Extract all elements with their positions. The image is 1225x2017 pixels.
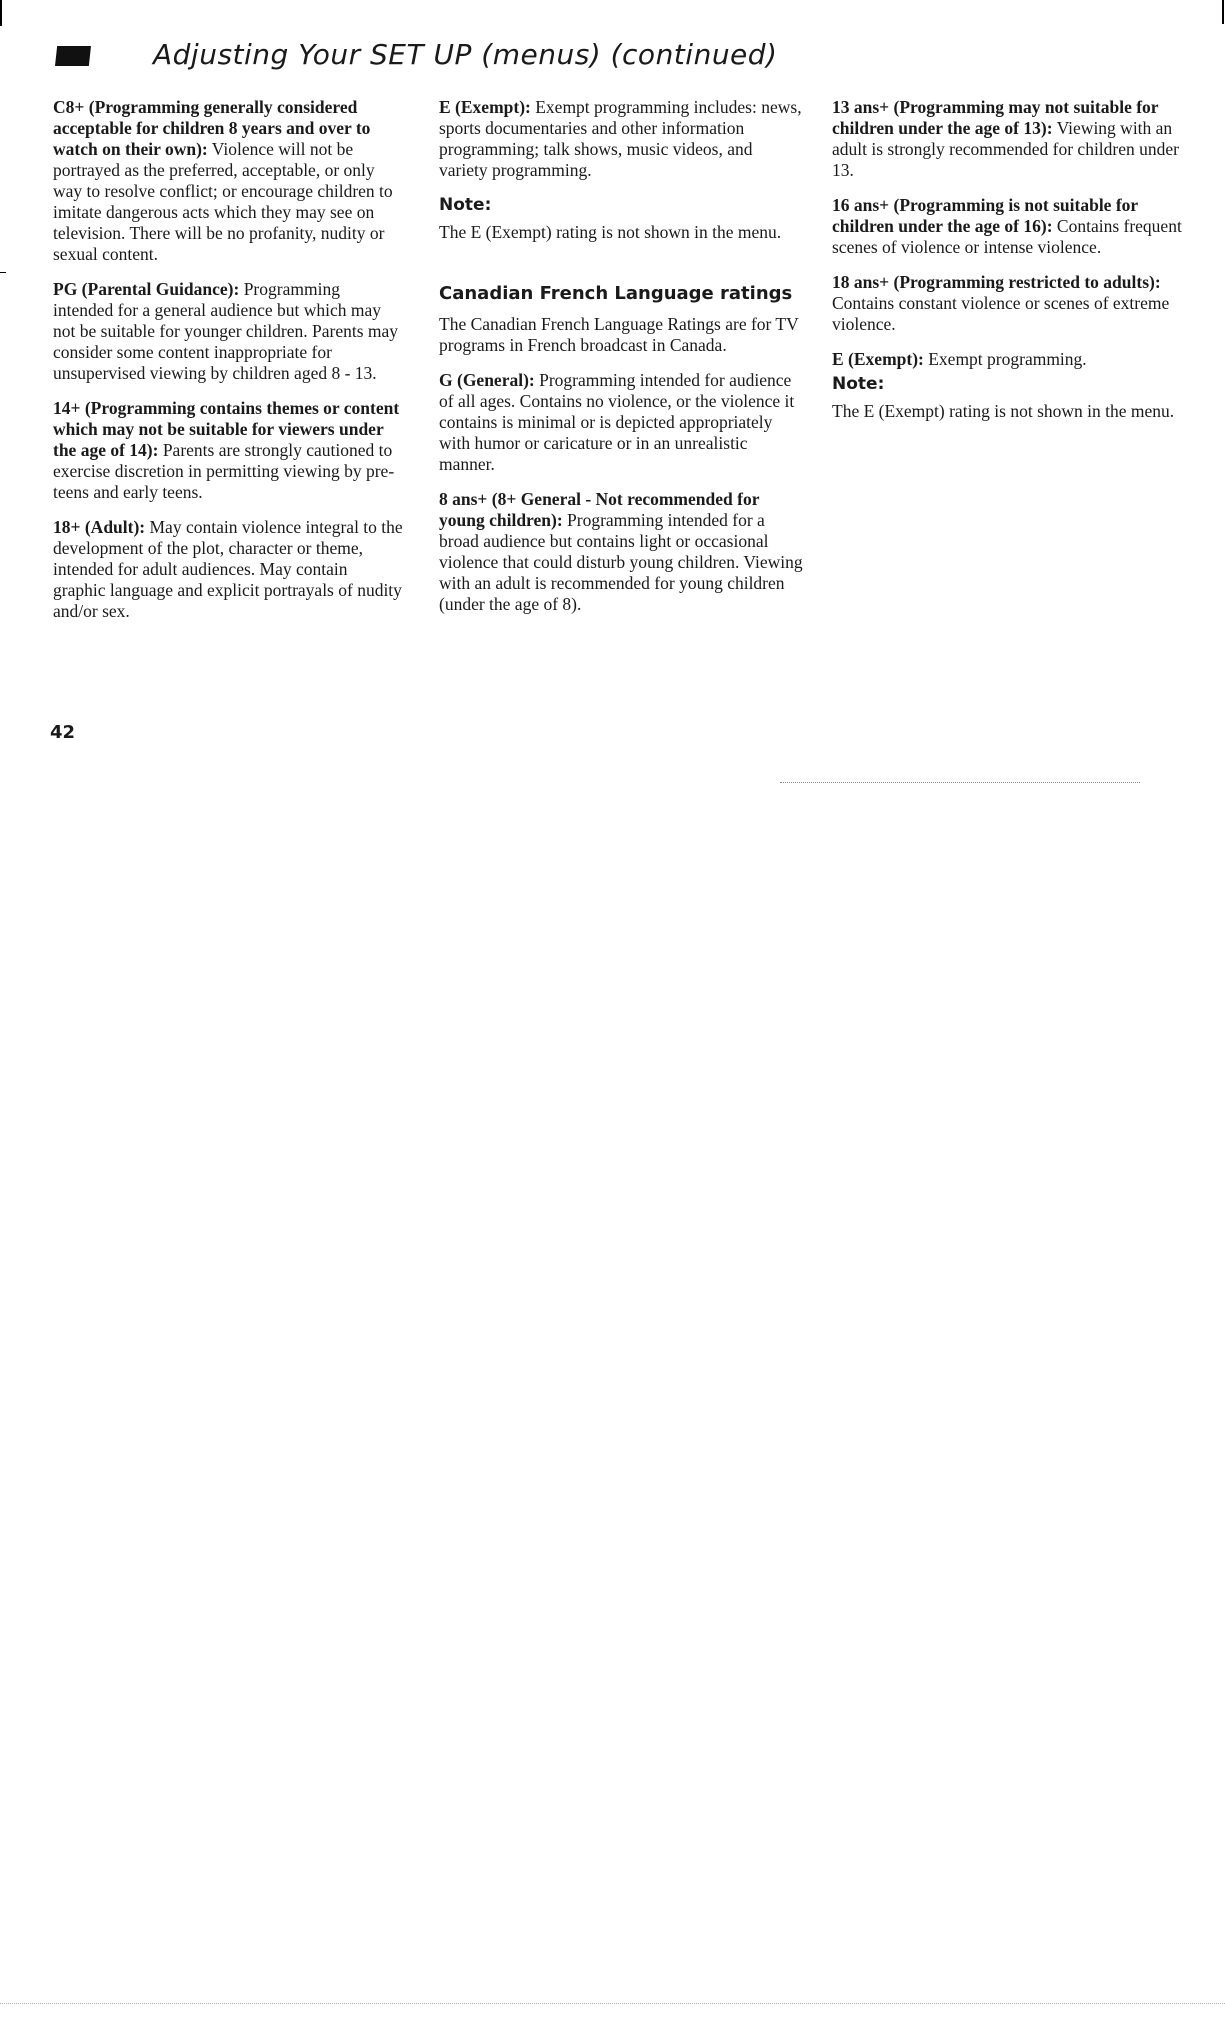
rating-18-ans-text: Contains constant violence or scenes of extreme violence. bbox=[832, 293, 1170, 334]
column-left bbox=[53, 97, 403, 636]
rating-18-ans bbox=[832, 272, 1198, 335]
note-heading: Note: bbox=[439, 195, 492, 215]
rating-13-ans-lead: 13 ans+ (Programming may not suitable for children under the age of 13): bbox=[832, 97, 1159, 138]
column-middle bbox=[439, 97, 805, 629]
rating-16-ans-lead: 16 ans+ (Programming is not suitable for children under the age of 16): bbox=[832, 195, 1138, 236]
section-heading-canadian-french: Canadian French Language ratings bbox=[439, 283, 793, 304]
rating-c8-text: Violence will not be portrayed as the preferred, acceptable, or only way to resolve conflict; or encourage children to imitate dangerous acts which they may see on television. There will be no profanity, nudity or sexual content. bbox=[53, 139, 393, 264]
rating-g-text: Programming intended for audience of all ages. Contains no violence, or the violence it contains is minimal or is depicted appropriately with humor or caricature or in an unrealistic manner. bbox=[439, 370, 795, 474]
rating-e-exempt-french-text: Exempt programming. bbox=[923, 349, 1087, 369]
rating-8-ans-lead: 8 ans+ (8+ General - Not recommended for young children): bbox=[439, 489, 760, 530]
crop-mark-top-right bbox=[1222, 0, 1224, 24]
rating-8-ans-text: Programming intended for a broad audience but contains light or occasional violence that could disturb young children. Viewing with an adult is recommended for young children (under the age of 8). bbox=[439, 510, 803, 614]
rating-14 bbox=[53, 398, 403, 503]
rating-c8-lead: C8+ (Programming generally considered acceptable for children 8 years and over to watch on their own): bbox=[53, 97, 371, 159]
rating-16-ans-text: Contains frequent scenes of violence or intense violence. bbox=[832, 216, 1182, 257]
rating-13-ans-text: Viewing with an adult is strongly recommended for children under 13. bbox=[832, 118, 1179, 180]
rating-pg-lead: PG (Parental Guidance): bbox=[53, 279, 240, 299]
section-intro: The Canadian French Language Ratings are for TV programs in French broadcast in Canada. bbox=[439, 314, 799, 355]
rating-g-lead: G (General): bbox=[439, 370, 535, 390]
page-header bbox=[55, 40, 1155, 80]
rating-e-exempt-french-lead: E (Exempt): bbox=[832, 349, 924, 369]
scan-bottom-edge bbox=[0, 2003, 1225, 2005]
column-right bbox=[832, 97, 1198, 436]
rating-e-exempt-lead: E (Exempt): bbox=[439, 97, 531, 117]
rating-e-exempt bbox=[439, 97, 805, 181]
page-number: 42 bbox=[50, 722, 76, 743]
rating-18 bbox=[53, 517, 403, 622]
rating-18-text: May contain violence integral to the development of the plot, character or theme, intended for adult audiences. May contain graphic language and explicit portrayals of nudity and/or sex. bbox=[53, 517, 403, 621]
rating-18-ans-lead: 18 ans+ (Programming restricted to adults): bbox=[832, 272, 1161, 292]
scan-speckle-line bbox=[780, 782, 1140, 785]
crop-mark-top-left bbox=[0, 0, 2, 26]
note-heading-french: Note: bbox=[832, 374, 885, 394]
crop-mark-left-middle bbox=[0, 272, 6, 273]
rating-c8 bbox=[53, 97, 403, 265]
rating-14-lead: 14+ (Programming contains themes or content which may not be suitable for viewers under the age of 14): bbox=[53, 398, 400, 460]
rating-8-ans bbox=[439, 489, 805, 615]
rating-18-lead: 18+ (Adult): bbox=[53, 517, 146, 537]
page-title: Adjusting Your SET UP (menus) (continued) bbox=[153, 38, 778, 71]
rating-13-ans bbox=[832, 97, 1198, 181]
rating-pg bbox=[53, 279, 403, 384]
note-text: The E (Exempt) rating is not shown in the menu. bbox=[439, 222, 782, 242]
header-marker-block bbox=[55, 46, 91, 66]
rating-pg-text: Programming intended for a general audience but which may not be suitable for younger children. Parents may consider some content inappropriate for unsupervised viewing by children aged 8 - 13. bbox=[53, 279, 399, 383]
note-text-french: The E (Exempt) rating is not shown in the menu. bbox=[832, 401, 1175, 421]
rating-e-exempt-text: Exempt programming includes: news, sports documentaries and other information programming; talk shows, music videos, and variety programming. bbox=[439, 97, 802, 180]
rating-e-exempt-french bbox=[832, 349, 1198, 370]
rating-g-general bbox=[439, 370, 805, 475]
rating-14-text: Parents are strongly cautioned to exercise discretion in permitting viewing by pre-teens and early teens. bbox=[53, 440, 395, 502]
rating-16-ans bbox=[832, 195, 1198, 258]
